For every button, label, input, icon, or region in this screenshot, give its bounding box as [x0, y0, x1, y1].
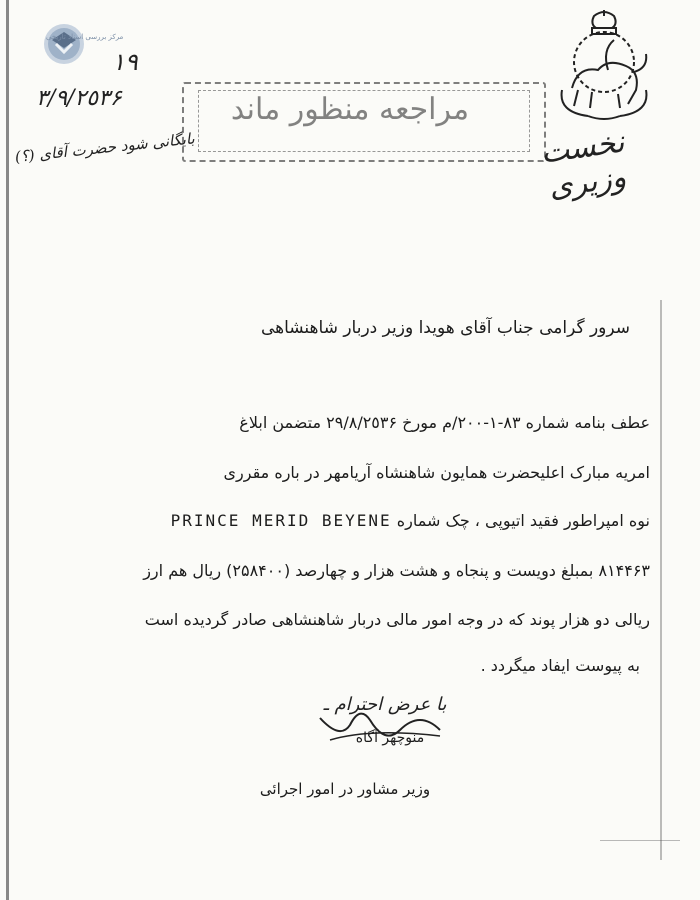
letter-line-2: امریه مبارک اعلیحضرت همایون شاهنشاه آریامهر در باره مقرری: [223, 463, 650, 482]
scan-edge: [6, 0, 9, 900]
letter-line-3-text: نوه امپراطور فقید اتیوپی ، چک شماره: [396, 511, 650, 530]
archive-logo-icon: [14, 22, 124, 74]
signer-name: منوچهر آگاه: [355, 730, 425, 746]
handwritten-note: بایگانی شود حضرت آقای (؟): [14, 129, 196, 167]
letter-line-4: ٨١۴۴۶٣ بمبلغ دویست و پنجاه و هشت هزار و چهارصد (٢۵٨۴٠٠) ریال هم ارز: [143, 561, 650, 580]
letter-line-1: عطف بنامه شماره ٨٣-١-٢٠٠/م مورخ ٢٩/٨/٢٥٣۶ متضمن ابلاغ: [239, 413, 650, 432]
signer-title: وزیر مشاور در امور اجرائی: [259, 780, 431, 798]
fold-line-bottom: [600, 840, 680, 841]
ministry-name: نخست وزیری: [538, 124, 629, 206]
closing: با عرض احترام ـ: [323, 694, 447, 715]
sheet-number: ١٩: [112, 48, 138, 76]
letter-line-6: به پیوست ایفاد میگردد .: [480, 656, 640, 675]
watermark-text: مرکز بررسی اسناد تاریخی: [46, 33, 124, 41]
prince-name: PRINCE MERID BEYENE: [170, 511, 392, 530]
lion-and-sun-emblem-icon: [548, 10, 660, 125]
stamp-text: مراجعه منظور ماند: [230, 92, 470, 127]
fold-line: [660, 300, 662, 860]
letter-line-5: ریالی دو هزار پوند که در وجه امور مالی دربار شاهنشاهی صادر گردیده است: [144, 610, 650, 629]
handwritten-date: ٣/٩/٢٥٣۶: [36, 86, 122, 111]
letter-line-3: [60, 511, 650, 530]
salutation: سرور گرامی جناب آقای هویدا وزیر دربار شاهنشاهی: [260, 318, 630, 338]
